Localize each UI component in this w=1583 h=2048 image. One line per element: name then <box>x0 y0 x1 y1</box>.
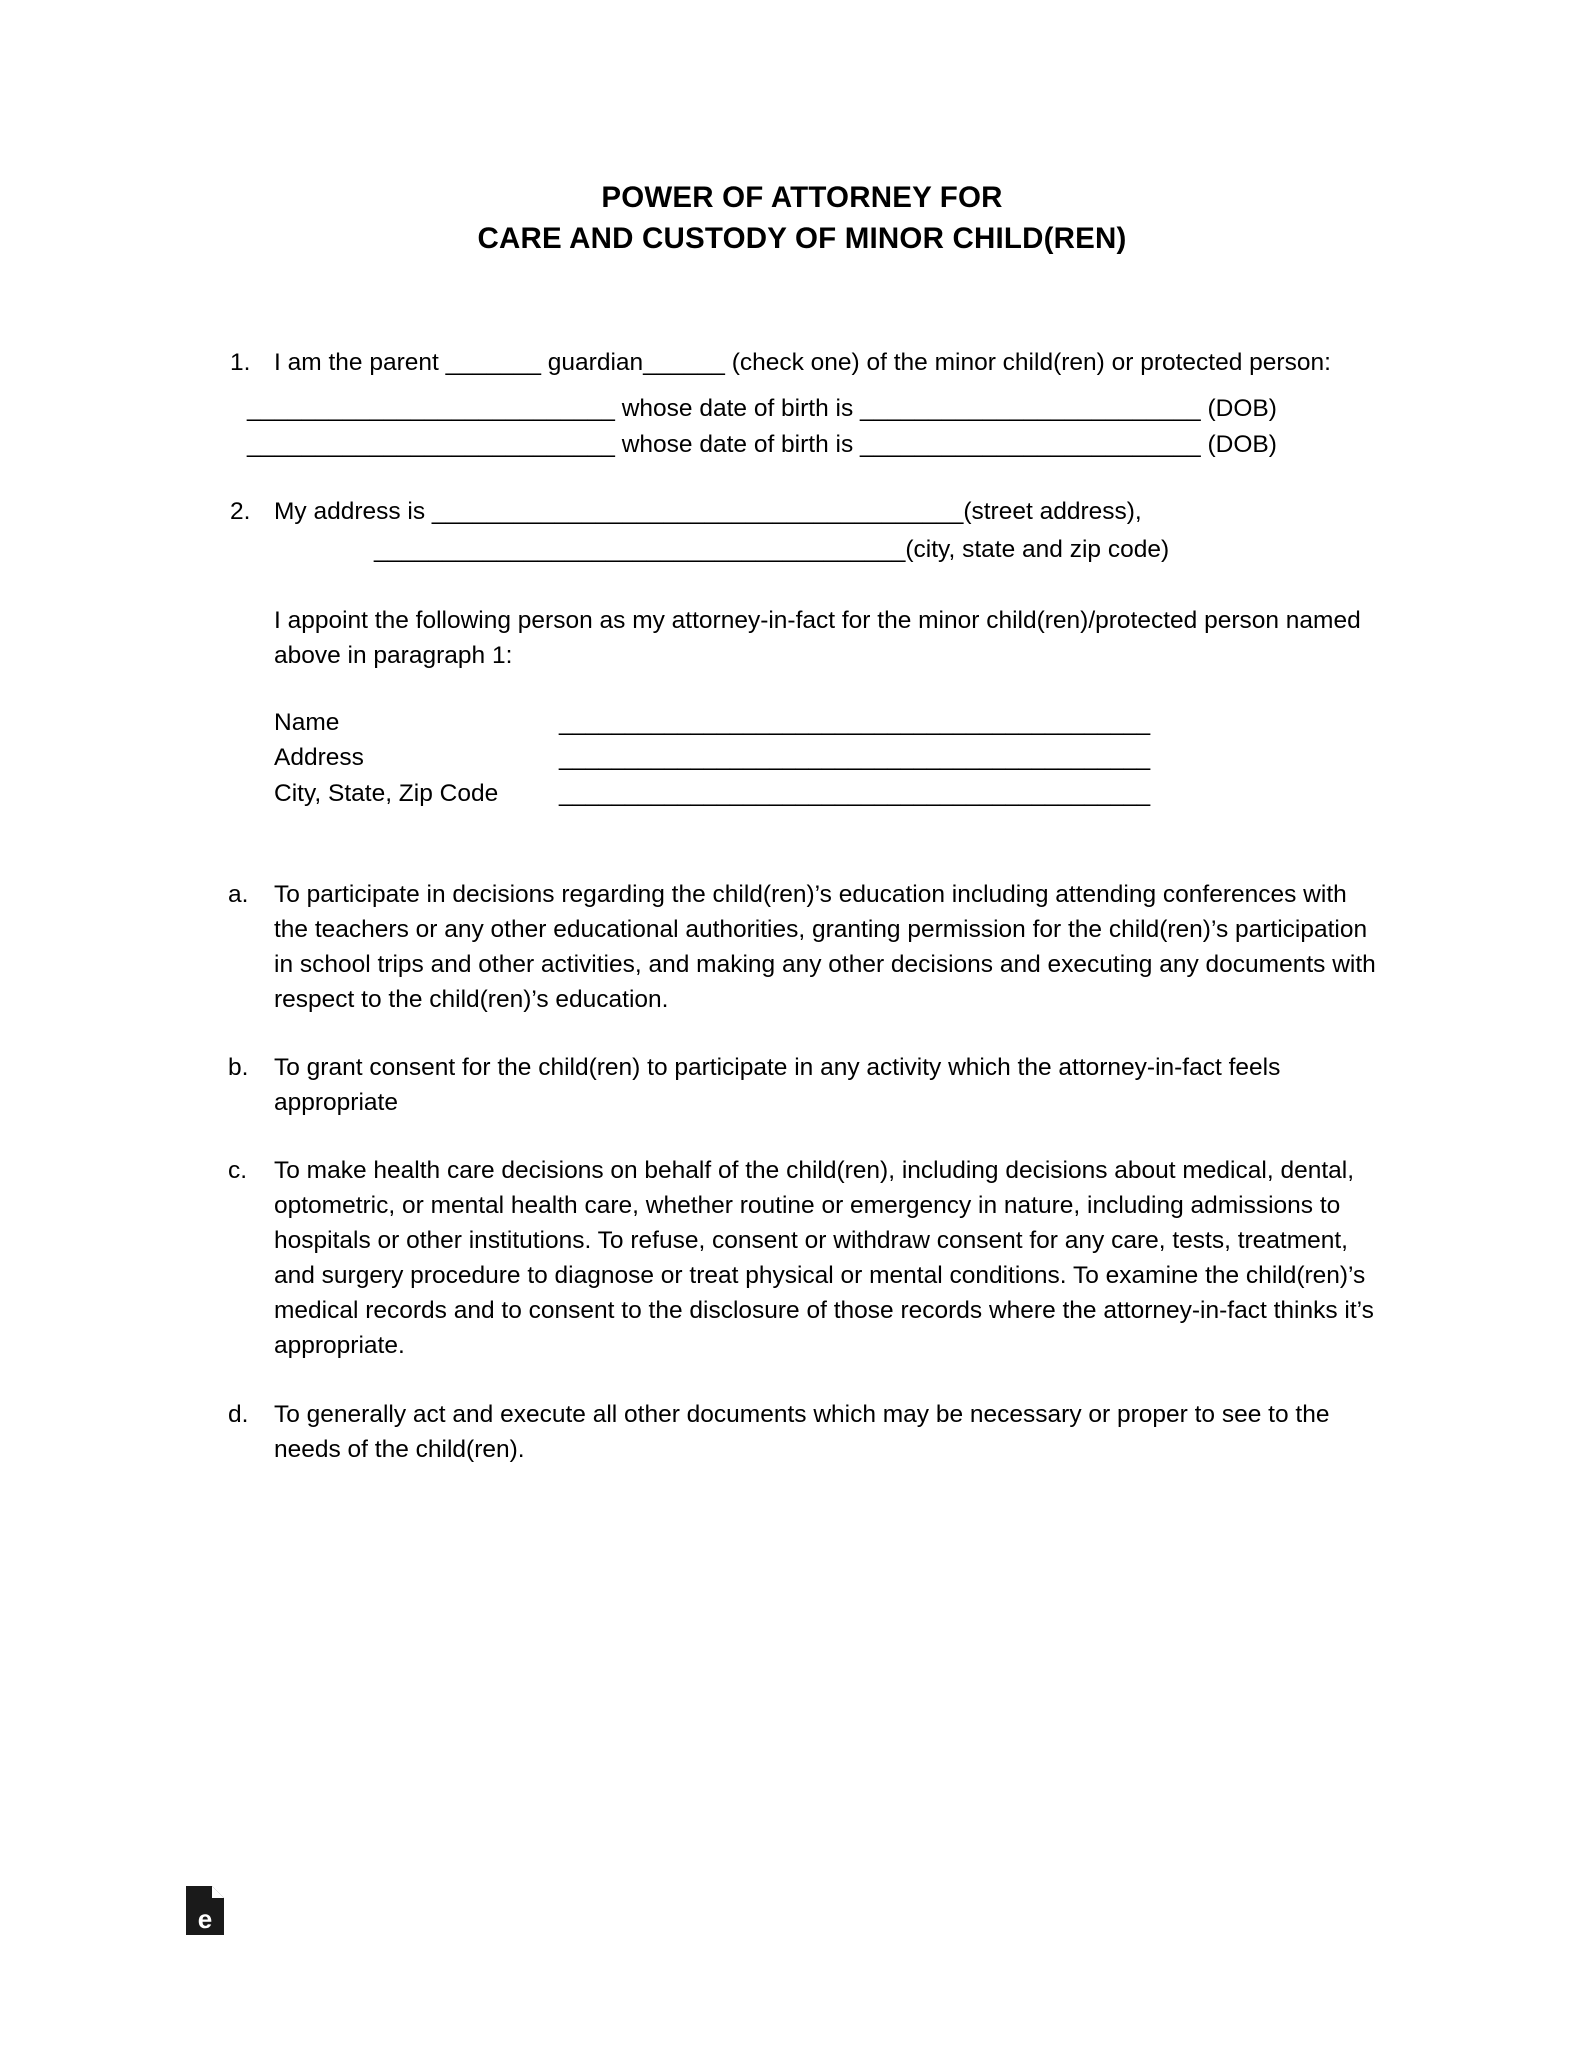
power-c-marker: c. <box>228 1157 248 1185</box>
numbered-item-2 <box>222 494 1382 529</box>
dob-lines <box>222 391 1382 462</box>
field-row-city-state-zip <box>274 776 1382 812</box>
power-c-text: To make health care decisions on behalf of the child(ren), including decisions about medical, dental, optometric, or mental health care, whether routine or emergency in nature, including admissions to hospitals or other institutions. To refuse, consent or withdraw consent for any care, tests, treatment, and surgery procedure to diagnose or treat physical or mental conditions. To examine the child(ren)’s medical records and to consent to the disclosure of those records where the attorney-in-fact thinks it’s appropriate. <box>274 1157 1374 1360</box>
power-b-text: To grant consent for the child(ren) to participate in any activity which the attorney-in-fact feels appropriate <box>274 1054 1281 1117</box>
document-content <box>222 178 1382 1500</box>
field-label-name: Name <box>274 708 340 736</box>
title-line-1: POWER OF ATTORNEY FOR <box>601 181 1003 214</box>
power-item-b <box>222 1050 1382 1120</box>
field-row-name <box>274 705 1382 741</box>
address-line-2: _______________________________________(city, state and zip code) <box>374 535 1170 563</box>
eforms-logo-icon <box>184 1885 226 1937</box>
item-2-marker: 2. <box>230 498 251 526</box>
item-2-text: My address is _______________________________________(street address), <box>274 498 1142 526</box>
document-body <box>222 345 1382 1466</box>
item-1-text: I am the parent _______ guardian______ (check one) of the minor child(ren) or protected person: <box>274 349 1331 377</box>
attorney-in-fact-fields <box>222 705 1382 812</box>
power-item-a <box>222 877 1382 1017</box>
page-title <box>222 178 1382 259</box>
power-item-c <box>222 1153 1382 1363</box>
numbered-item-1 <box>222 345 1382 380</box>
power-item-d <box>222 1397 1382 1467</box>
power-b-marker: b. <box>228 1054 249 1082</box>
field-rule-name: _____________________________________________ <box>559 708 1150 736</box>
field-rule-address: _____________________________________________ <box>559 744 1150 772</box>
dob-row-1: ___________________________ whose date of birth is _________________________ (DOB) <box>247 395 1277 423</box>
power-d-text: To generally act and execute all other documents which may be necessary or proper to see to the needs of the child(ren). <box>274 1400 1330 1463</box>
item-1-marker: 1. <box>230 349 251 377</box>
field-rule-city-state-zip: _____________________________________________ <box>559 779 1150 807</box>
field-row-address <box>274 740 1382 776</box>
svg-text:e: e <box>197 1904 213 1934</box>
appointment-paragraph: I appoint the following person as my attorney-in-fact for the minor child(ren)/protected person named above in paragraph 1: <box>274 606 1361 669</box>
power-a-text: To participate in decisions regarding the child(ren)’s education including attending conferences with the teachers or any other educational authorities, granting permission for the child(ren)’s participation in school trips and other activities, and making any other decisions and executing any documents with respect to the child(ren)’s education. <box>274 881 1376 1014</box>
dob-row-2: ___________________________ whose date of birth is _________________________ (DOB) <box>247 430 1277 458</box>
field-label-city-state-zip: City, State, Zip Code <box>274 779 499 807</box>
title-line-2: CARE AND CUSTODY OF MINOR CHILD(REN) <box>477 221 1127 255</box>
powers-list <box>222 877 1382 1466</box>
power-a-marker: a. <box>228 881 249 909</box>
power-d-marker: d. <box>228 1400 249 1428</box>
field-label-address: Address <box>274 744 364 772</box>
